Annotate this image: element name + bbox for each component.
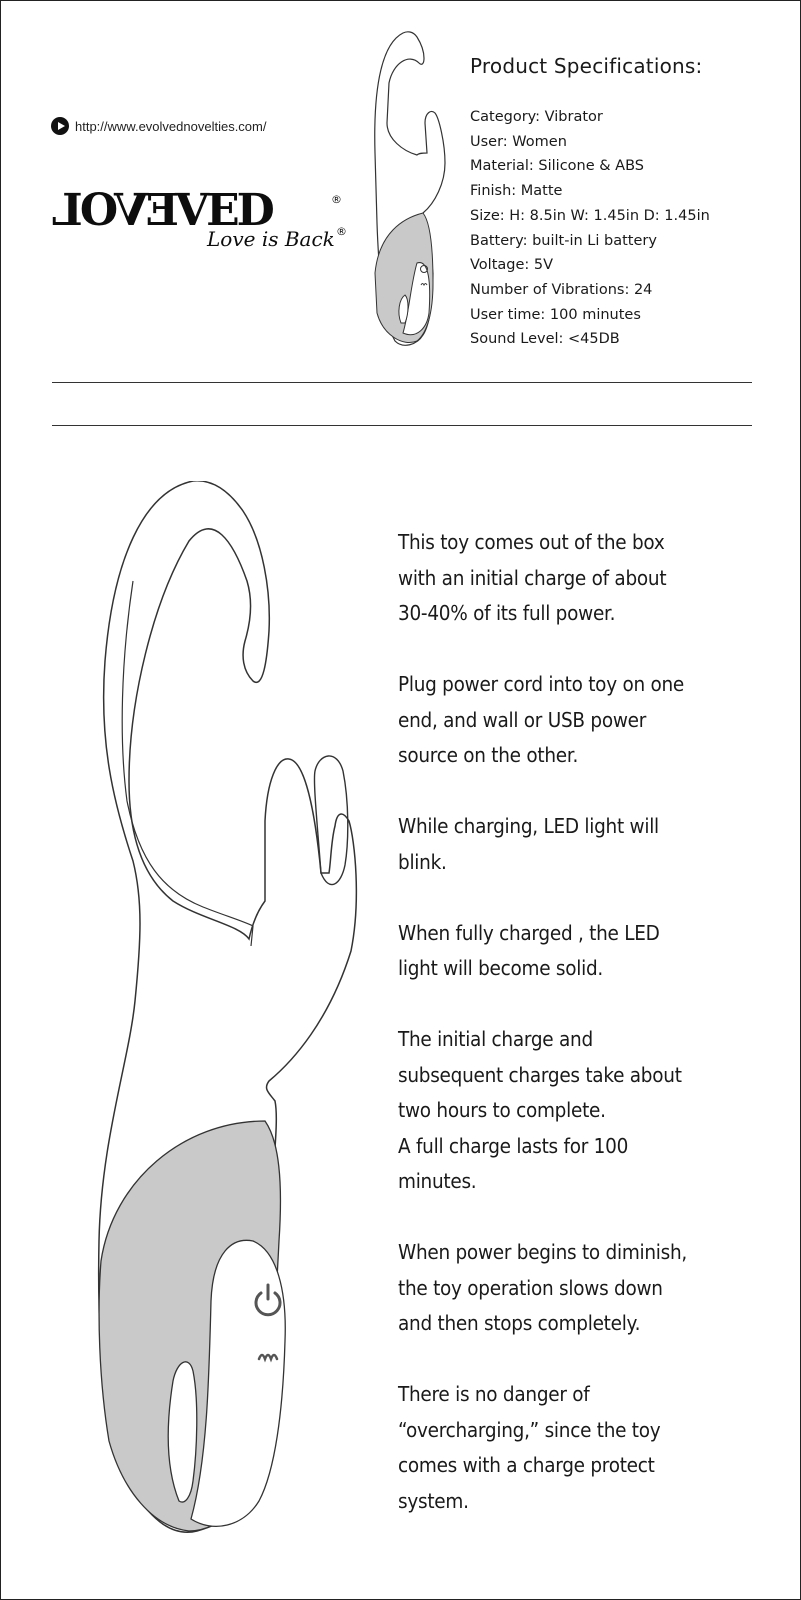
spec-item: User time: 100 minutes: [470, 306, 641, 323]
website-url[interactable]: http://www.evolvednovelties.com/: [75, 118, 267, 134]
instruction-line: comes with a charge protect: [398, 1453, 655, 1477]
instruction-line: minutes.: [398, 1169, 477, 1193]
instruction-line: subsequent charges take about: [398, 1062, 682, 1087]
instruction-line: While charging, LED light will: [398, 814, 659, 838]
spec-item: User: Women: [470, 133, 567, 150]
charging-instructions: [398, 525, 722, 1555]
instruction-line: When fully charged , the LED: [398, 920, 660, 945]
spec-item: Category: Vibrator: [470, 109, 603, 125]
instruction-line: 30-40% of its full power.: [398, 601, 616, 625]
website-link-row[interactable]: [51, 117, 266, 135]
instruction-paragraph: [398, 667, 722, 774]
product-line-drawing: [93, 481, 373, 1547]
product-thumbnail-drawing: [373, 23, 453, 353]
specifications-title: Product Specifications:: [470, 54, 703, 78]
svg-text:EVOL: EVOL: [54, 185, 179, 236]
svg-text:VED: VED: [175, 185, 272, 236]
instruction-paragraph: [398, 1235, 722, 1342]
instruction-paragraph: [398, 1377, 722, 1519]
evolved-logo: [29, 183, 359, 253]
svg-text:®: ®: [331, 193, 342, 206]
instruction-line: the toy operation slows down: [398, 1275, 663, 1300]
instruction-paragraph: [398, 809, 722, 880]
spec-item: Sound Level: <45DB: [470, 331, 620, 348]
specifications-list: [470, 105, 790, 352]
play-circle-icon: [51, 117, 69, 135]
instruction-line: blink.: [398, 849, 447, 874]
instruction-line: A full charge lasts for 100: [398, 1133, 629, 1158]
divider-top: [52, 382, 752, 383]
instruction-line: two hours to complete.: [398, 1098, 606, 1122]
instruction-line: and then stops completely.: [398, 1311, 641, 1335]
instruction-line: There is no danger of: [398, 1382, 590, 1406]
instruction-paragraph: [398, 916, 722, 987]
spec-item: Finish: Matte: [470, 183, 563, 200]
instruction-line: light will become solid.: [398, 956, 604, 980]
instruction-line: system.: [398, 1488, 469, 1513]
instruction-line: source on the other.: [398, 743, 579, 767]
instruction-line: When power begins to diminish,: [398, 1240, 688, 1264]
instruction-line: “overcharging,” since the toy: [398, 1417, 661, 1442]
instruction-line: with an initial charge of about: [398, 565, 667, 590]
spec-item: Voltage: 5V: [470, 257, 554, 274]
svg-text:Love is Back: Love is Back: [207, 227, 335, 251]
instruction-paragraph: [398, 525, 722, 632]
instruction-line: The initial charge and: [398, 1027, 593, 1051]
svg-text:®: ®: [336, 225, 347, 238]
instruction-line: This toy comes out of the box: [398, 530, 665, 554]
instruction-line: Plug power cord into toy on one: [398, 672, 685, 696]
divider-bottom: [52, 425, 752, 426]
spec-item: Battery: built-in Li battery: [470, 232, 657, 249]
instruction-paragraph: [398, 1022, 722, 1200]
instruction-line: end, and wall or USB power: [398, 707, 647, 732]
spec-item: Number of Vibrations: 24: [470, 281, 653, 298]
product-specifications: [470, 51, 790, 352]
spec-item: Size: H: 8.5in W: 1.45in D: 1.45in: [470, 207, 710, 224]
spec-item: Material: Silicone & ABS: [470, 158, 644, 175]
